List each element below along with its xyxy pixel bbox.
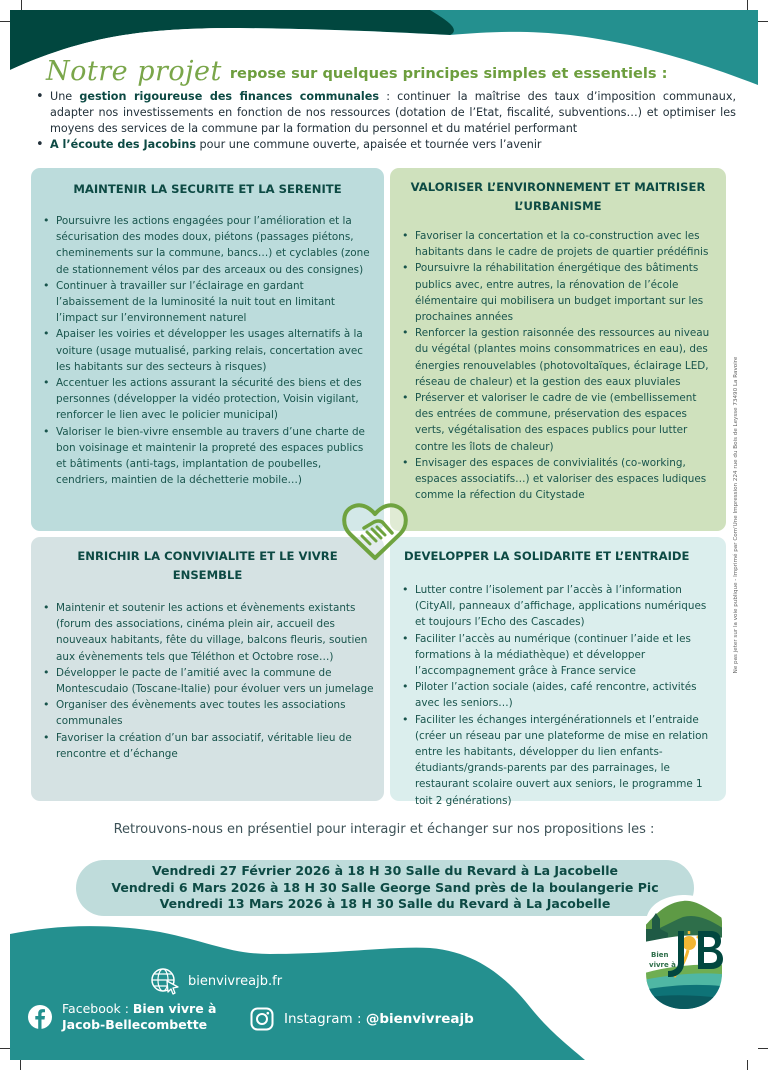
section-list xyxy=(41,600,374,762)
list-item: • Accentuer les actions assurant la sécurité des biens et des personnes (développer la vidéo protection, Voisin vigilant, renforcer le lien avec le policier municipal) xyxy=(41,375,374,424)
list-item: • Continuer à travailler sur l’éclairage en gardant l’abaissement de la luminosité la nuit tout en limitant l’impact sur l’environnement naturel xyxy=(41,278,374,327)
globe-icon xyxy=(150,967,180,995)
intro-item-bold: gestion rigoureuse des finances communales xyxy=(79,90,379,103)
website-link[interactable] xyxy=(150,967,282,995)
crop-mark xyxy=(0,1048,10,1049)
crop-mark xyxy=(20,1060,21,1070)
list-item: • Préserver et valoriser le cadre de vie (embellissement des entrées de commune, préservation des espaces verts, végétalisation des espaces publics pour lutter contre les îlots de chaleur) xyxy=(400,390,716,455)
section-list xyxy=(400,582,716,809)
section-security xyxy=(31,168,384,531)
list-item: • Développer le pacte de l’amitié avec la commune de Montescudaio (Toscane-Italie) pour évoluer vers un jumelage xyxy=(41,665,374,697)
instagram-handle[interactable]: @bienvivreajb xyxy=(365,1011,474,1027)
section-conviviality xyxy=(31,537,384,801)
section-list xyxy=(400,228,716,503)
list-item: • Favoriser la concertation et la co-construction avec les habitants dans le cadre de projets de quartier prédéfinis xyxy=(400,228,716,260)
title-script: Notre projet xyxy=(46,56,222,87)
list-item: • Poursuivre les actions engagées pour l’amélioration et la sécurisation des modes doux, piétons (passages piétons, cheminements sur la commune, bancs…) et cyclables (zone de stationnement vélos par des arceaux ou des consignes) xyxy=(41,213,374,278)
intro-item-text: pour une commune ouverte, apaisée et tournée vers l’avenir xyxy=(195,138,542,151)
print-notice xyxy=(727,320,745,710)
facebook-link[interactable] xyxy=(28,1001,216,1033)
section-solidarity xyxy=(390,537,726,807)
crop-mark xyxy=(747,0,748,10)
list-item: • Maintenir et soutenir les actions et évènements existants (forum des associations, cinéma plein air, accueil des nouveaux habitants, fête du village, balcons fleuris, soutien aux évènements tels que Téléthon et Octobre rose…) xyxy=(41,600,374,665)
meeting-date: Vendredi 6 Mars 2026 à 18 H 30 Salle George Sand près de la boulangerie Pic xyxy=(111,879,659,895)
print-notice-text: Ne pas jeter sur la voie publique - Imprimé par Com'Une Impression 224 rue du Bois de Leysse 73490 La Ravoire xyxy=(733,356,739,674)
bien-vivre-jb-logo xyxy=(638,893,730,1011)
crop-mark xyxy=(21,0,22,10)
intro-item-prefix: Une xyxy=(50,90,80,103)
intro-item xyxy=(36,137,736,153)
list-item: • Valoriser le bien-vivre ensemble au travers d’une charte de bon voisinage et maintenir la propreté des espaces publics et bâtiments (anti-tags, implantation de poubelles, cendriers, maintien de la déchetterie mobile…) xyxy=(41,424,374,489)
meeting-dates xyxy=(76,860,694,916)
section-title: DEVELOPPER LA SOLIDARITE ET L’ENTRAIDE xyxy=(404,549,690,563)
facebook-name[interactable]: Jacob-Bellecombette xyxy=(62,1017,208,1032)
section-title: ENRICHIR LA CONVIVIALITE ET LE VIVRE ENSEMBLE xyxy=(77,549,338,582)
heart-handshake-icon xyxy=(340,500,410,562)
list-item: • Lutter contre l’isolement par l’accès à l’information (CityAll, panneaux d’affichage, applications numériques et toujours l’Echo des Cascades) xyxy=(400,582,716,631)
facebook-label xyxy=(62,1001,216,1033)
intro-item-bold: A l’écoute des Jacobins xyxy=(50,138,196,151)
crop-mark xyxy=(758,21,768,22)
footer-wave xyxy=(10,922,585,1060)
logo-text: Bien xyxy=(651,951,669,959)
facebook-icon xyxy=(28,1005,52,1029)
intro-item-text: : continuer la maîtrise des taux d’imposition communaux, adapter nos investissements en fonction de nos ressources (dotation de l’Etat, fiscalité, subventions…) et optimiser les moyens des services de la commune par la formation du personnel et du matériel performant xyxy=(50,90,737,135)
section-environment xyxy=(390,168,726,531)
instagram-icon xyxy=(250,1007,274,1031)
list-item: • Piloter l’action sociale (aides, café rencontre, activités avec les seniors…) xyxy=(400,679,716,711)
list-item: • Apaiser les voiries et développer les usages alternatifs à la voiture (usage mutualisé, parking relais, concertation avec les habitants sur des secteurs à risques) xyxy=(41,326,374,375)
page-title xyxy=(46,40,746,85)
facebook-name[interactable]: Bien vivre à xyxy=(132,1001,217,1016)
section-title: VALORISER L’ENVIRONNEMENT ET MAITRISER L’URBANISME xyxy=(410,180,706,213)
intro-item xyxy=(36,89,736,137)
facebook-prefix: Facebook : xyxy=(62,1001,133,1016)
section-title: MAINTENIR LA SECURITE ET LA SERENITE xyxy=(73,182,342,196)
title-subtitle: repose sur quelques principes simples et essentiels : xyxy=(229,65,668,82)
list-item: • Faciliter l’accès au numérique (continuer l’aide et les formations à la médiathèque) et développer l’accompagnement grâce à France service xyxy=(400,631,716,680)
list-item: • Faciliter les échanges intergénérationnels et l’entraide (créer un réseau par une plateforme de mise en relation entre les habitants, développer du lien enfants-étudiants/grands-parents par des parrainages, le restaurant scolaire ouvert aux seniors, le programme 1 toit 2 générations) xyxy=(400,712,716,809)
section-list xyxy=(41,213,374,488)
logo-text: vivre à xyxy=(649,961,676,969)
meeting-date: Vendredi 13 Mars 2026 à 18 H 30 Salle du Revard à La Jacobelle xyxy=(159,896,611,912)
list-item: • Favoriser la création d’un bar associatif, véritable lieu de rencontre et d’échange xyxy=(41,730,374,762)
list-item: • Organiser des évènements avec toutes les associations communales xyxy=(41,697,374,729)
list-item: • Poursuivre la réhabilitation énergétique des bâtiments publics avec, entre autres, la rénovation de l’école élémentaire qui mobilisera un budget important sur les prochaines années xyxy=(400,260,716,325)
instagram-link[interactable] xyxy=(250,1007,474,1031)
list-item: • Renforcer la gestion raisonnée des ressources au niveau du végétal (plantes moins consommatrices en eau), des énergies renouvelables (photovoltaïques, éclairage LED, réseau de chaleur) et la gestion des eaux pluviales xyxy=(400,325,716,390)
list-item: • Envisager des espaces de convivialités (co-working, espaces associatifs…) et valoriser des espaces ludiques comme la réfection du Citystade xyxy=(400,455,716,504)
intro-list xyxy=(36,89,736,153)
meeting-date: Vendredi 27 Février 2026 à 18 H 30 Salle du Revard à La Jacobelle xyxy=(152,863,618,879)
crop-mark xyxy=(747,1060,748,1070)
crop-mark xyxy=(0,21,10,22)
instagram-prefix: Instagram : xyxy=(284,1011,366,1027)
website-text[interactable]: bienvivreajb.fr xyxy=(188,973,283,989)
invite-text: Retrouvons-nous en présentiel pour interagir et échanger sur nos propositions les : xyxy=(113,822,655,837)
crop-mark xyxy=(758,1048,768,1049)
